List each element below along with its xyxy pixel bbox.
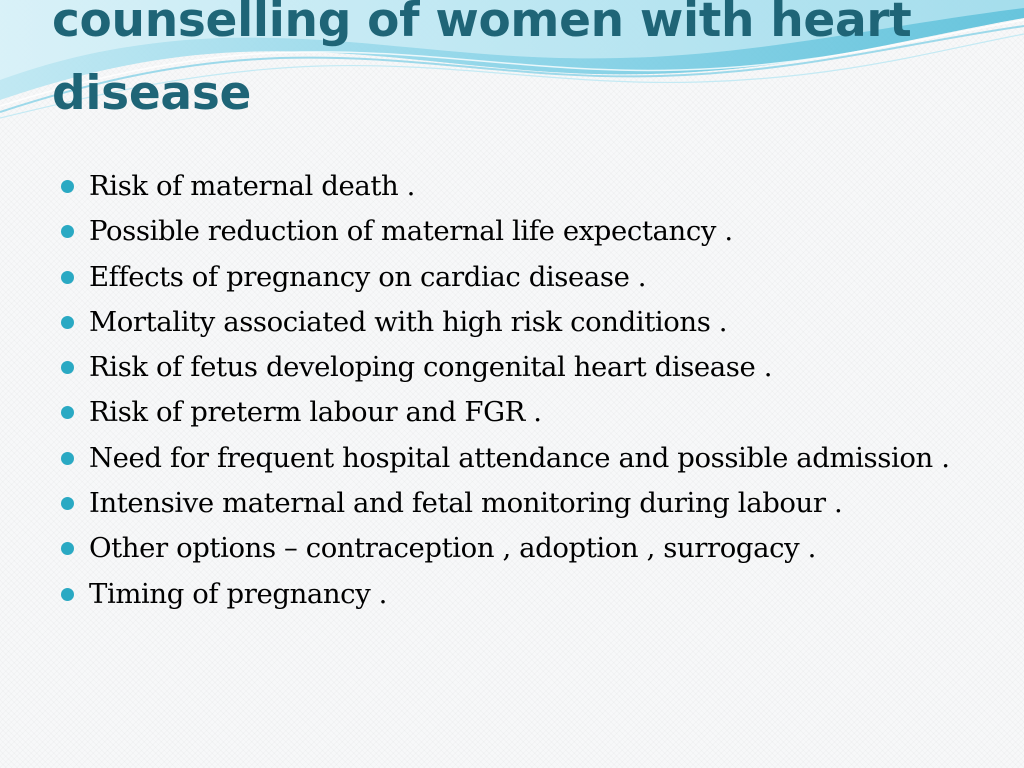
list-item-text: Risk of maternal death . <box>89 170 415 202</box>
list-item <box>60 394 960 430</box>
bullet-dot-icon <box>61 497 74 510</box>
list-item-text: Effects of pregnancy on cardiac disease . <box>89 260 647 293</box>
list-item <box>60 576 960 612</box>
bullet-dot-icon <box>61 452 74 465</box>
list-item-text: Mortality associated with high risk conditions . <box>89 305 728 338</box>
list-item <box>60 349 960 385</box>
list-item-text: Risk of fetus developing congenital heart disease . <box>89 351 773 384</box>
bullet-dot-icon <box>61 180 74 193</box>
slide-title: counselling of women with heart disease <box>52 0 912 121</box>
list-item <box>60 485 960 521</box>
list-item <box>60 213 960 249</box>
list-item <box>60 440 960 476</box>
bullet-dot-icon <box>61 361 74 374</box>
list-item <box>60 259 960 295</box>
list-item-text: Other options – contraception , adoption , surrogacy . <box>89 532 816 565</box>
list-item <box>60 304 960 340</box>
list-item <box>60 530 960 566</box>
list-item-text: Risk of preterm labour and FGR . <box>89 396 542 429</box>
bullet-dot-icon <box>61 225 74 238</box>
bullet-dot-icon <box>61 588 74 601</box>
list-item-text: Timing of pregnancy . <box>89 577 388 610</box>
list-item-text: Need for frequent hospital attendance and possible admission . <box>89 441 950 474</box>
list-item <box>60 168 960 204</box>
bullet-dot-icon <box>61 316 74 329</box>
bullet-list <box>60 168 960 621</box>
bullet-dot-icon <box>61 542 74 555</box>
bullet-dot-icon <box>61 406 74 419</box>
bullet-dot-icon <box>61 271 74 284</box>
list-item-text: Intensive maternal and fetal monitoring during labour . <box>89 487 843 520</box>
list-item-text: Possible reduction of maternal life expectancy . <box>89 215 733 248</box>
